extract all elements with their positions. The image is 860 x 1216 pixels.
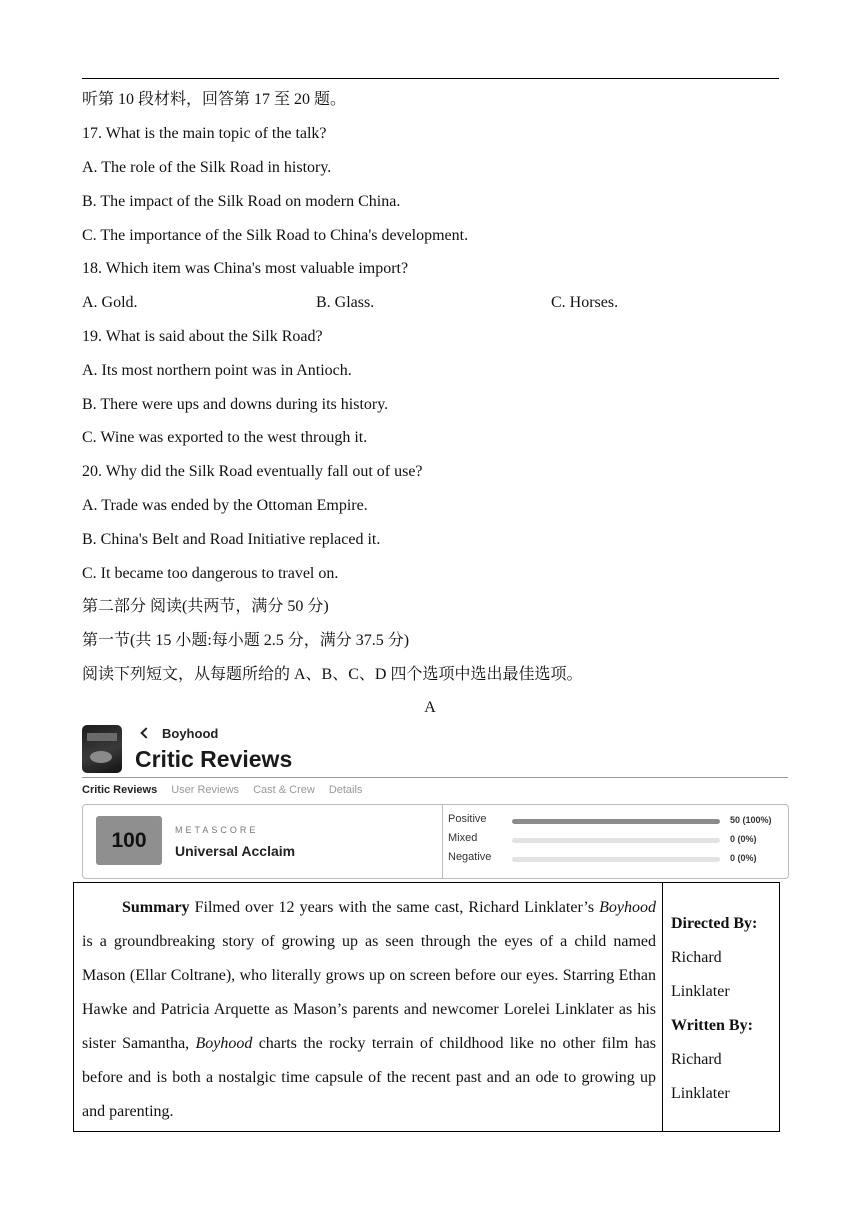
part-two-heading: 第二部分 阅读(共两节，满分 50 分) bbox=[82, 598, 329, 615]
director-first-name: Richard bbox=[671, 949, 722, 966]
verdict-label: Universal Acclaim bbox=[175, 843, 296, 859]
header-rule bbox=[82, 78, 779, 79]
q18-option-a: A. Gold. bbox=[82, 294, 138, 311]
mixed-count: 0 (0%) bbox=[730, 834, 757, 844]
question-17: 17. What is the main topic of the talk? bbox=[82, 125, 327, 142]
reading-instructions: 阅读下列短文，从每题所给的 A、B、C、D 四个选项中选出最佳选项。 bbox=[82, 666, 583, 683]
q17-option-b: B. The impact of the Silk Road on modern China. bbox=[82, 193, 401, 210]
credits bbox=[671, 907, 757, 1111]
card-divider bbox=[442, 805, 443, 878]
film-title: Boyhood bbox=[599, 899, 656, 916]
q19-option-a: A. Its most northern point was in Antioch. bbox=[82, 362, 352, 379]
section-intro: 听第 10 段材料，回答第 17 至 20 题。 bbox=[82, 91, 347, 108]
metascore-card bbox=[82, 804, 789, 879]
q19-option-b: B. There were ups and downs during its history. bbox=[82, 396, 389, 413]
film-title: Boyhood bbox=[195, 1035, 253, 1052]
title-divider bbox=[82, 777, 788, 778]
positive-label: Positive bbox=[448, 813, 487, 825]
movie-poster-thumbnail bbox=[82, 725, 122, 773]
tab-cast-crew[interactable]: Cast & Crew bbox=[253, 784, 315, 796]
q18-option-b: B. Glass. bbox=[316, 294, 375, 311]
back-link[interactable]: Boyhood bbox=[142, 726, 218, 741]
positive-bar bbox=[512, 819, 720, 824]
negative-count: 0 (0%) bbox=[730, 853, 757, 863]
negative-label: Negative bbox=[448, 851, 492, 863]
chevron-left-icon bbox=[140, 727, 151, 738]
page-title: Critic Reviews bbox=[135, 746, 293, 772]
section-one-heading: 第一节(共 15 小题:每小题 2.5 分，满分 37.5 分) bbox=[82, 632, 410, 649]
written-by-label: Written By: bbox=[671, 1017, 753, 1034]
passage-label: A bbox=[424, 699, 436, 716]
tab-critic-reviews[interactable]: Critic Reviews bbox=[82, 784, 158, 796]
q19-option-c: C. Wine was exported to the west through it. bbox=[82, 429, 368, 446]
mixed-label: Mixed bbox=[448, 832, 478, 844]
table-column-divider bbox=[662, 883, 663, 1131]
summary-lead: Summary bbox=[122, 899, 190, 916]
writer-first-name: Richard bbox=[671, 1051, 722, 1068]
mixed-bar bbox=[512, 838, 720, 843]
writer-last-name: Linklater bbox=[671, 1085, 730, 1102]
q17-option-c: C. The importance of the Silk Road to China's development. bbox=[82, 227, 469, 244]
review-tabs bbox=[82, 784, 376, 796]
question-19: 19. What is said about the Silk Road? bbox=[82, 328, 323, 345]
tab-user-reviews[interactable]: User Reviews bbox=[171, 784, 240, 796]
summary-text: Summary Filmed over 12 years with the same cast, Richard Linklater’s Boyhood is a groundbreaking story of growing up as seen through the eyes of a child named Mason (Ellar Coltrane), who literally grows up on screen before our eyes. Starring Ethan Hawke and Patricia Arquette as Mason’s parents and newcomer Lorelei Linklater as his sister Samantha, Boyhood charts the rocky terrain of childhood like no other film has before and is both a nostalgic time capsule of the recent past and an ode to growing up and parenting. bbox=[82, 899, 657, 1120]
review-screenshot bbox=[82, 720, 790, 878]
q20-option-c: C. It became too dangerous to travel on. bbox=[82, 565, 339, 582]
positive-count: 50 (100%) bbox=[730, 815, 772, 825]
question-20: 20. Why did the Silk Road eventually fall out of use? bbox=[82, 463, 423, 480]
question-18: 18. Which item was China's most valuable import? bbox=[82, 260, 409, 277]
q17-option-a: A. The role of the Silk Road in history. bbox=[82, 159, 332, 176]
q20-option-b: B. China's Belt and Road Initiative replaced it. bbox=[82, 531, 381, 548]
tab-details[interactable]: Details bbox=[328, 784, 363, 796]
q20-option-a: A. Trade was ended by the Ottoman Empire. bbox=[82, 497, 368, 514]
q18-option-c: C. Horses. bbox=[551, 294, 619, 311]
metascore-label: METASCORE bbox=[175, 825, 259, 835]
director-last-name: Linklater bbox=[671, 983, 730, 1000]
directed-by-label: Directed By: bbox=[671, 915, 758, 932]
negative-bar bbox=[512, 857, 720, 862]
metascore-badge: 100 bbox=[96, 816, 162, 865]
summary-table bbox=[73, 882, 780, 1132]
